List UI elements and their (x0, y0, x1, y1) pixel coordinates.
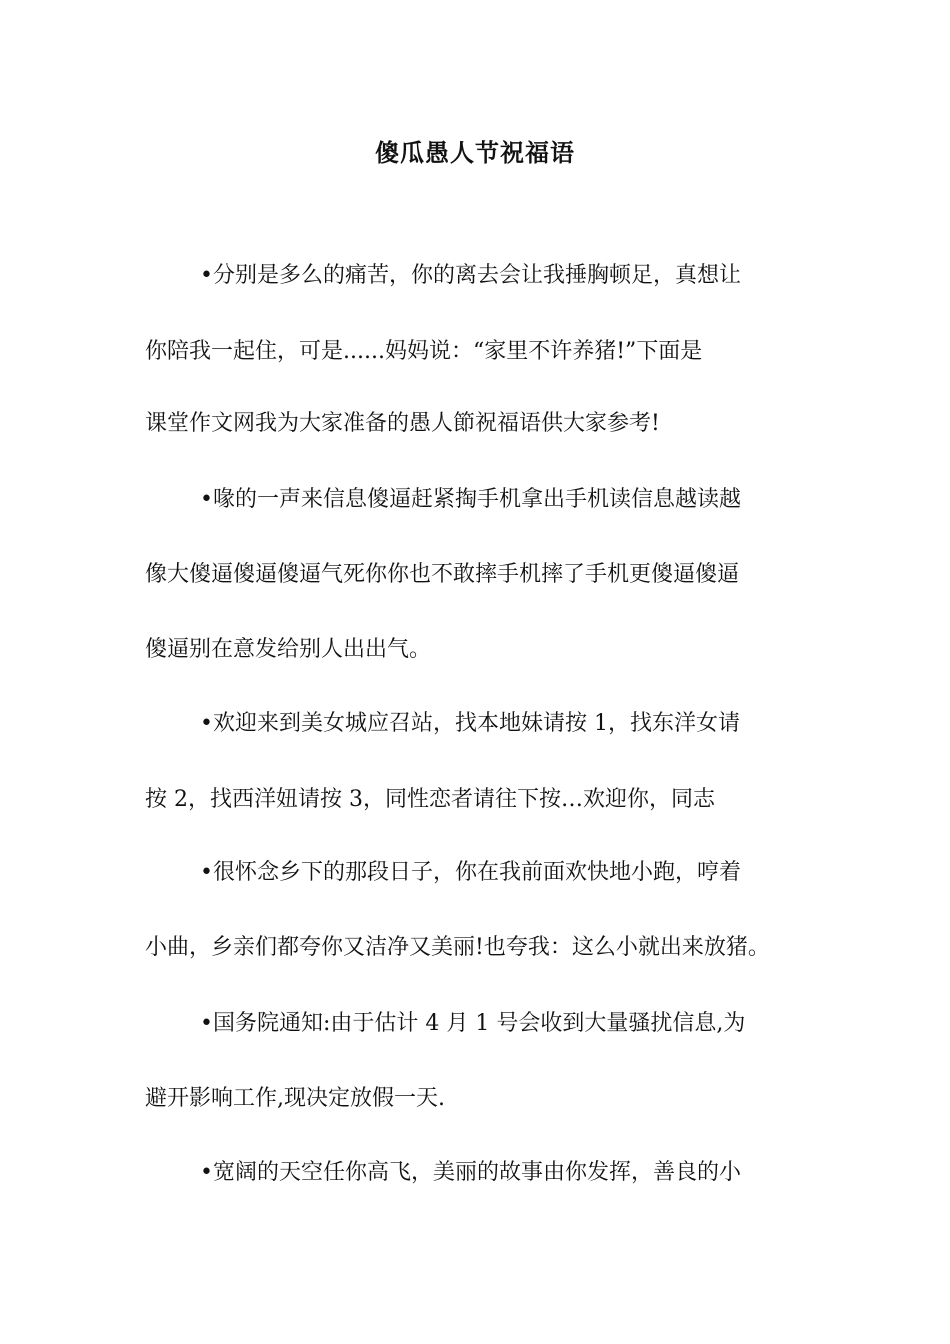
paragraph-line: 傻逼别在意发给别人出出气。 (145, 637, 432, 662)
paragraph-line: •宽阔的天空任你高飞，美丽的故事由你发挥，善良的小 (200, 1160, 741, 1185)
paragraph-line: 你陪我一起住，可是......妈妈说：“家里不许养猪!”下面是 (145, 339, 703, 364)
document-title: 傻瓜愚人节祝福语 (375, 138, 575, 167)
paragraph-line: •欢迎来到美女城应召站，找本地妹请按 1，找东洋女请 (200, 711, 740, 736)
paragraph-line: 按 2，找西洋妞请按 3，同性恋者请往下按…欢迎你，同志 (145, 787, 715, 812)
paragraph-line: 避开影响工作,现决定放假一天. (145, 1086, 445, 1111)
paragraph-line: 小曲，乡亲们都夸你又洁净又美丽!也夸我：这么小就出来放猪。 (145, 935, 770, 960)
paragraph-line: •分别是多么的痛苦，你的离去会让我捶胸顿足，真想让 (200, 263, 741, 288)
paragraph-line: •很怀念乡下的那段日子，你在我前面欢快地小跑，哼着 (200, 860, 741, 885)
paragraph-line: 像大傻逼傻逼傻逼气死你你也不敢摔手机摔了手机更傻逼傻逼 (145, 562, 740, 587)
paragraph-line: 课堂作文网我为大家准备的愚人節祝福语供大家参考! (145, 411, 660, 436)
paragraph-line: •国务院通知:由于估计 4 月 1 号会收到大量骚扰信息,为 (200, 1011, 746, 1036)
paragraph-line: •喙的一声来信息傻逼赶紧掏手机拿出手机读信息越读越 (200, 487, 741, 512)
